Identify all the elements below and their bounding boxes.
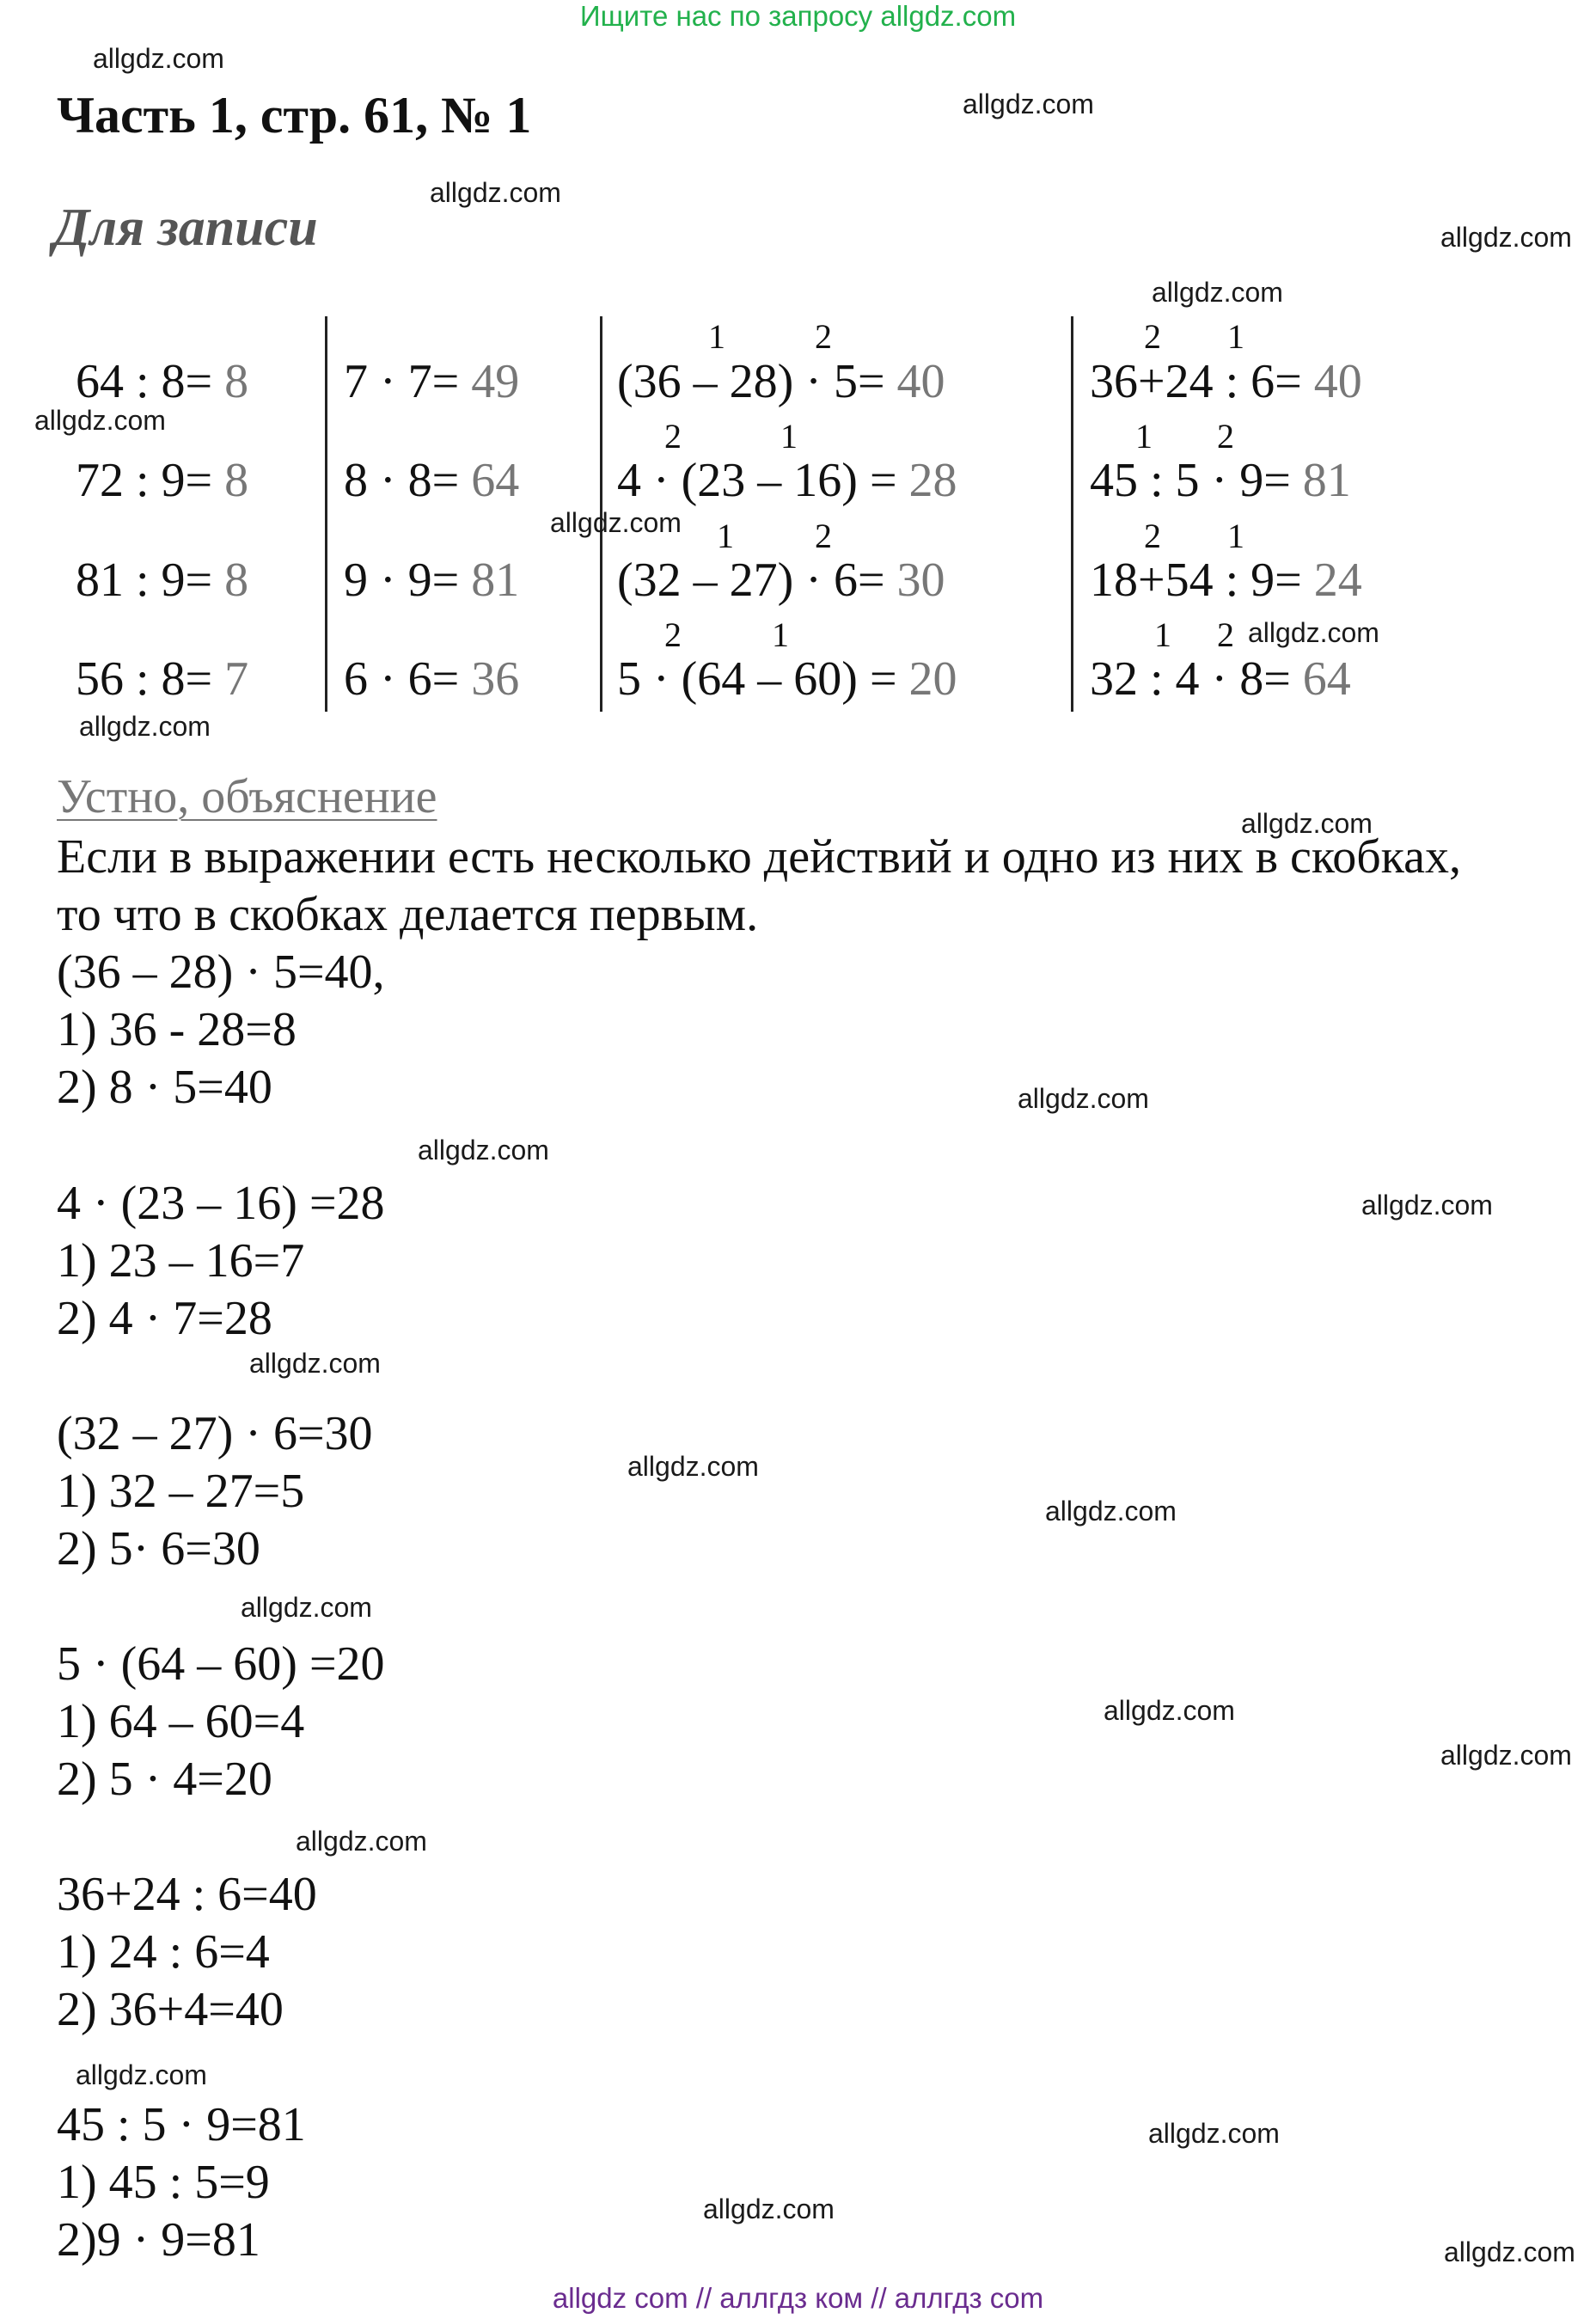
page-title: Часть 1, стр. 61, № 1 (57, 87, 532, 144)
rule-text: то что в скобках делается первым. (57, 888, 759, 941)
watermark: allgdz.com (1248, 617, 1379, 648)
top-banner[interactable]: Ищите нас по запросу allgdz.com (579, 0, 1017, 32)
order-number: 2 (1217, 615, 1234, 654)
grid-expression: 32 : 4 · 8= 64 (1090, 652, 1351, 706)
order-number: 1 (1154, 615, 1171, 654)
order-number: 2 (815, 517, 832, 555)
grid-expression: (32 – 27) · 6= 30 (617, 554, 945, 607)
grid-expression: 5 · (64 – 60) = 20 (617, 652, 957, 706)
watermark: allgdz.com (1444, 2236, 1575, 2267)
solution-step: 2)9 · 9=81 (57, 2213, 260, 2267)
order-number: 1 (772, 615, 789, 654)
order-number: 2 (1144, 517, 1161, 555)
watermark: allgdz.com (703, 2194, 835, 2224)
solution-step: 2) 36+4=40 (57, 1983, 284, 2036)
watermark: allgdz.com (1152, 277, 1283, 308)
watermark: allgdz.com (249, 1348, 381, 1379)
grid-expression: 9 · 9= 81 (344, 554, 520, 607)
solution-step: 1) 32 – 27=5 (57, 1465, 305, 1518)
watermark: allgdz.com (1148, 2118, 1280, 2149)
grid-expression: 36+24 : 6= 40 (1090, 355, 1362, 408)
watermark: allgdz.com (1104, 1695, 1235, 1726)
grid-expression: 64 : 8= 8 (76, 355, 249, 408)
order-number: 2 (1144, 317, 1161, 356)
watermark: allgdz.com (418, 1135, 549, 1166)
section-heading-record: Для записи (53, 199, 318, 257)
order-number: 2 (1217, 417, 1234, 456)
solution-step: 2) 5· 6=30 (57, 1522, 260, 1576)
grid-expression: 7 · 7= 49 (344, 355, 520, 408)
watermark: allgdz.com (34, 405, 166, 436)
order-number: 1 (1227, 317, 1244, 356)
watermark: allgdz.com (296, 1826, 427, 1857)
watermark: allgdz.com (430, 177, 561, 208)
grid-expression: 18+54 : 9= 24 (1090, 554, 1362, 607)
solution-step: 1) 64 – 60=4 (57, 1695, 305, 1748)
grid-expression: 72 : 9= 8 (76, 454, 249, 507)
watermark: allgdz.com (1045, 1496, 1177, 1527)
solution-expression: 45 : 5 · 9=81 (57, 2098, 306, 2151)
watermark: allgdz.com (963, 89, 1094, 119)
grid-expression: 4 · (23 – 16) = 28 (617, 454, 957, 507)
solution-step: 1) 45 : 5=9 (57, 2156, 270, 2209)
solution-expression: 4 · (23 – 16) =28 (57, 1177, 385, 1230)
rule-text: Если в выражении есть несколько действий и одно из них в скобках, (57, 830, 1461, 884)
grid-expression: 8 · 8= 64 (344, 454, 520, 507)
watermark: allgdz.com (76, 2059, 207, 2090)
order-number: 1 (708, 317, 725, 356)
bottom-banner[interactable]: allgdz com // аллгдз ком // аллгдз com (552, 2282, 1044, 2314)
order-number: 1 (717, 517, 734, 555)
solution-expression: 36+24 : 6=40 (57, 1868, 317, 1921)
order-number: 1 (780, 417, 798, 456)
watermark: allgdz.com (550, 507, 682, 538)
solution-step: 1) 36 - 28=8 (57, 1003, 297, 1056)
grid-expression: 56 : 8= 7 (76, 652, 249, 706)
solution-expression: (36 – 28) · 5=40, (57, 945, 385, 999)
watermark: allgdz.com (1018, 1083, 1149, 1114)
solution-expression: (32 – 27) · 6=30 (57, 1407, 373, 1460)
watermark: allgdz.com (1440, 222, 1572, 253)
order-number: 1 (1135, 417, 1153, 456)
grid-expression: 45 : 5 · 9= 81 (1090, 454, 1351, 507)
order-number: 2 (664, 615, 682, 654)
order-number: 2 (664, 417, 682, 456)
section-heading-oral: Устно, объяснение (57, 770, 437, 823)
solution-step: 2) 8 · 5=40 (57, 1061, 272, 1114)
order-number: 1 (1227, 517, 1244, 555)
watermark: allgdz.com (93, 43, 224, 74)
watermark: allgdz.com (627, 1451, 759, 1482)
solution-expression: 5 · (64 – 60) =20 (57, 1637, 385, 1691)
watermark: allgdz.com (241, 1592, 372, 1623)
solution-step: 2) 4 · 7=28 (57, 1292, 272, 1345)
solution-step: 1) 24 : 6=4 (57, 1925, 270, 1979)
watermark: allgdz.com (1440, 1740, 1572, 1771)
grid-expression: 6 · 6= 36 (344, 652, 520, 706)
grid-divider (1071, 316, 1073, 712)
watermark: allgdz.com (79, 711, 211, 742)
grid-expression: (36 – 28) · 5= 40 (617, 355, 945, 408)
order-number: 2 (815, 317, 832, 356)
solution-step: 1) 23 – 16=7 (57, 1234, 305, 1288)
grid-expression: 81 : 9= 8 (76, 554, 249, 607)
watermark: allgdz.com (1241, 808, 1373, 839)
watermark: allgdz.com (1361, 1190, 1493, 1221)
solution-step: 2) 5 · 4=20 (57, 1753, 272, 1806)
grid-divider (325, 316, 327, 712)
